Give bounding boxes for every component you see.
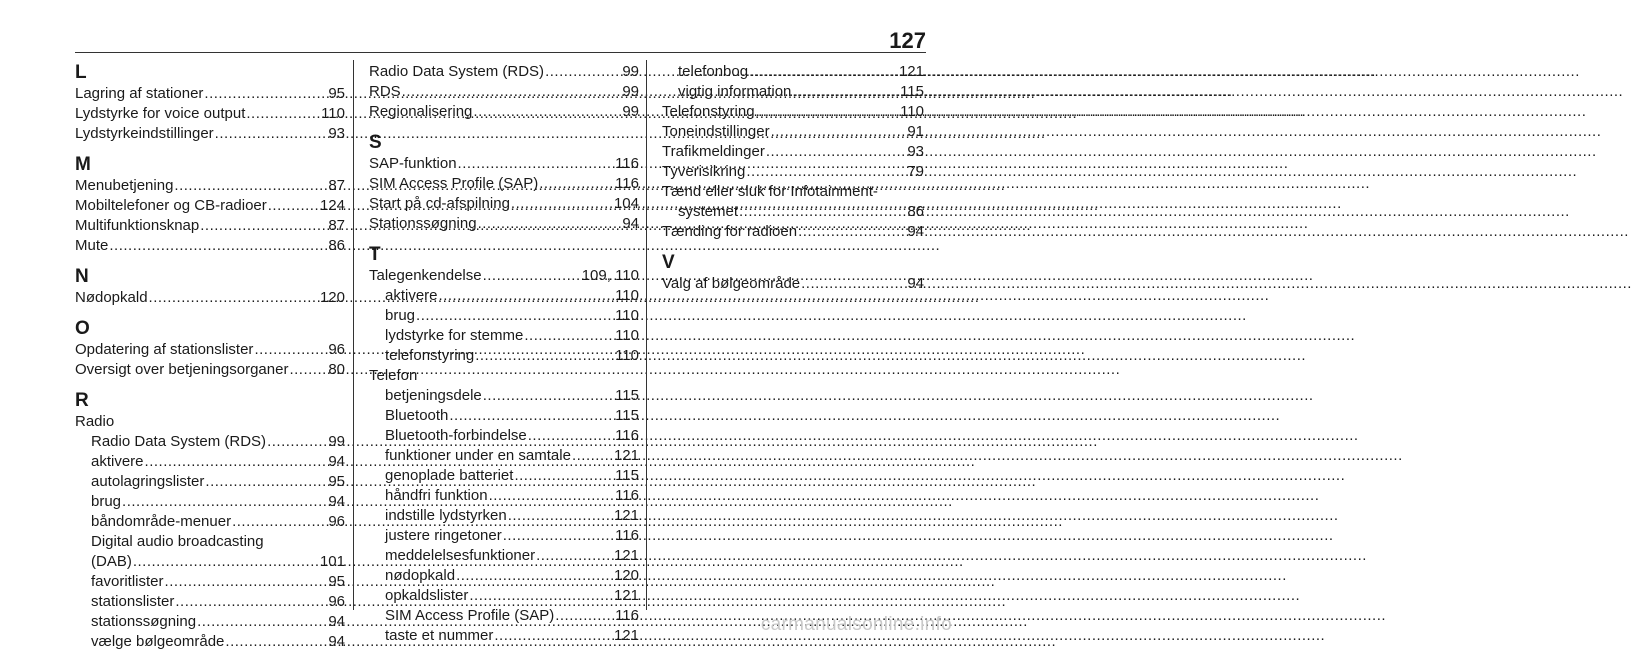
entry-page-ref: 120 [319,289,345,306]
dot-leader [489,486,615,506]
dot-leader [545,62,621,82]
entry-page-ref: 124 [319,197,345,214]
entry-page-ref: 121 [613,507,639,524]
index-subheading: Digital audio broadcasting [91,533,264,550]
dot-leader [572,446,613,466]
entry-label: stationslister [91,593,175,610]
dot-leader [739,202,906,222]
entry-label: nødopkald [385,567,456,584]
section-letter: T [369,244,381,265]
dot-leader [555,606,614,626]
dot-leader [514,466,614,486]
header-rule [75,52,926,53]
dot-leader [289,360,327,380]
dot-leader [511,194,613,214]
dot-leader [267,432,327,452]
entry-page-ref: 116 [615,155,639,172]
entry-page-ref: 120 [613,567,639,584]
entry-label: Lydstyrkeindstillinger [75,125,214,142]
index-subentry [75,492,345,512]
entry-label: Bluetooth [385,407,449,424]
index-subentry [75,632,345,652]
entry-page-ref: 109, 110 [581,267,639,284]
entry-page-ref: 110 [900,103,924,120]
entry-page-ref: 93 [328,125,345,142]
entry-label: Oversigt over betjeningsorganer [75,361,289,378]
entry-label: telefonbog [678,63,749,80]
entry-page-ref: 91 [907,123,924,140]
entry-label: funktioner under en samtale [385,447,571,464]
index-subentry [75,592,345,612]
section-letter: O [75,318,90,339]
dot-leader [473,102,621,122]
dot-leader [232,512,327,532]
dot-leader [456,566,613,586]
index-entry [369,214,639,234]
index-subentry [369,606,639,626]
entry-page-ref: 110 [615,307,639,324]
dot-leader [149,288,319,308]
dot-leader [508,506,613,526]
column-divider-2 [646,60,647,610]
index-heading: Tænd eller sluk for Infotainment- [662,183,878,200]
index-subentry [369,426,639,446]
index-entry [662,102,924,122]
index-subentry [369,466,639,486]
entry-page-ref: 121 [613,447,639,464]
entry-label: Multifunktionsknap [75,217,200,234]
entry-label: systemet [678,203,739,220]
entry-page-ref: 104 [613,195,639,212]
index-entry [662,142,924,162]
entry-page-ref: 94 [328,453,345,470]
entry-label: Lagring af stationer [75,85,204,102]
section-letter: L [75,62,87,83]
entry-label: Regionalisering [369,103,473,120]
entry-page-ref: 79 [907,163,924,180]
entry-label: Mobiltelefoner og CB-radioer [75,197,267,214]
index-entry [369,174,639,194]
dot-leader [503,526,614,546]
dot-leader [204,84,327,104]
entry-label: lydstyrke for stemme [385,327,524,344]
entry-label: vælge bølgeområde [91,633,225,650]
index-subentry [369,286,639,306]
index-entry [75,216,345,236]
dot-leader [483,266,581,286]
dot-leader [165,572,328,592]
index-heading: Telefon [369,367,418,384]
entry-page-ref: 93 [907,143,924,160]
entry-label: aktivere [91,453,144,470]
entry-label: båndområde-menuer [91,513,232,530]
entry-page-ref: 116 [615,527,639,544]
entry-label: (DAB) [91,553,132,570]
entry-label: telefonstyring [385,347,475,364]
index-subentry [369,566,639,586]
dot-leader [416,306,614,326]
entry-page-ref: 95 [328,573,345,590]
entry-page-ref: 94 [328,633,345,650]
index-entry [662,222,924,242]
entry-page-ref: 116 [615,487,639,504]
dot-leader [439,286,615,306]
index-subentry [75,572,345,592]
section-letter: N [75,266,89,287]
dot-leader [246,104,320,124]
index-subentry [75,432,345,452]
entry-label: taste et nummer [385,627,494,644]
entry-page-ref: 121 [613,627,639,644]
entry-label: RDS [369,83,401,100]
entry-label: håndfri funktion [385,487,488,504]
entry-label: Opdatering af stationslister [75,341,254,358]
entry-page-ref: 96 [328,513,345,530]
entry-label: SAP-funktion [369,155,457,172]
index-subentry [75,472,345,492]
entry-label: favoritlister [91,573,164,590]
section-letter: R [75,390,89,411]
entry-label: Menubetjening [75,177,174,194]
index-subentry [369,326,639,346]
entry-label: SIM Access Profile (SAP) [369,175,539,192]
entry-page-ref: 86 [328,237,345,254]
index-entry [75,236,345,256]
dot-leader [771,122,907,142]
entry-label: vigtig information [678,83,792,100]
dot-leader [792,82,899,102]
dot-leader [494,626,613,646]
entry-label: Telefonstyring [662,103,755,120]
index-subentry [369,346,639,366]
entry-page-ref: 94 [907,275,924,292]
index-entry [662,122,924,142]
entry-page-ref: 115 [615,387,639,404]
dot-leader [402,82,622,102]
index-entry [369,102,639,122]
entry-page-ref: 87 [328,177,345,194]
dot-leader [200,216,327,236]
entry-label: autolagringslister [91,473,205,490]
entry-label: justere ringetoner [385,527,502,544]
entry-page-ref: 99 [622,83,639,100]
page-number: 127 [889,28,926,53]
entry-page-ref: 115 [615,407,639,424]
index-heading: Radio [75,413,115,430]
index-entry [662,162,924,182]
index-subentry [369,586,639,606]
entry-label: Lydstyrke for voice output [75,105,246,122]
section-letter: V [662,252,675,273]
entry-page-ref: 110 [615,327,639,344]
entry-page-ref: 94 [328,613,345,630]
entry-label: opkaldslister [385,587,469,604]
dot-leader [122,492,327,512]
dot-leader [536,546,613,566]
entry-page-ref: 121 [613,587,639,604]
index-subentry [369,306,639,326]
index-subentry [369,546,639,566]
index-subentry [662,62,924,82]
entry-page-ref: 99 [622,63,639,80]
index-entry [75,104,345,124]
index-subentry [75,452,345,472]
index-entry [369,82,639,102]
entry-label: Mute [75,237,109,254]
section-letter: M [75,154,91,175]
index-subentry [662,202,924,222]
watermark: carmanualsonline.info [760,614,952,635]
dot-leader [798,222,906,242]
dot-leader [254,340,327,360]
entry-label: Toneindstillinger [662,123,770,140]
entry-page-ref: 95 [328,473,345,490]
column-divider-1 [353,60,354,610]
dot-leader [215,124,328,144]
entry-label: Talegenkendelse [369,267,482,284]
entry-label: brug [385,307,416,324]
dot-leader [749,62,898,82]
entry-label: genoplade batteriet [385,467,514,484]
index-entry [75,176,345,196]
entry-page-ref: 116 [615,175,639,192]
entry-label: Nødopkald [75,289,148,306]
entry-label: aktivere [385,287,438,304]
dot-leader [109,236,327,256]
entry-page-ref: 95 [328,85,345,102]
entry-label: stationssøgning [91,613,197,630]
dot-leader [801,274,906,294]
dot-leader [469,586,613,606]
entry-label: Tyverisikring [662,163,746,180]
dot-leader [458,154,615,174]
dot-leader [145,452,328,472]
index-column-1 [75,62,345,652]
entry-page-ref: 101 [319,553,345,570]
dot-leader [449,406,614,426]
index-subentry [369,386,639,406]
entry-page-ref: 116 [615,607,639,624]
dot-leader [225,632,327,652]
dot-leader [475,346,614,366]
index-entry [75,360,345,380]
index-entry [662,274,924,294]
index-entry [369,194,639,214]
index-subentry [369,446,639,466]
entry-label: Stationssøgning [369,215,477,232]
entry-page-ref: 96 [328,593,345,610]
index-entry [75,196,345,216]
entry-page-ref: 80 [328,361,345,378]
index-column-3 [662,62,924,294]
entry-label: brug [91,493,122,510]
entry-label: Bluetooth-forbindelse [385,427,527,444]
entry-page-ref: 99 [328,433,345,450]
entry-page-ref: 115 [900,83,924,100]
entry-label: meddelelsesfunktioner [385,547,536,564]
index-entry [75,340,345,360]
index-column-2 [369,62,639,646]
dot-leader [197,612,327,632]
entry-page-ref: 116 [615,427,639,444]
index-subentry [75,512,345,532]
entry-label: Radio Data System (RDS) [369,63,545,80]
entry-page-ref: 121 [613,547,639,564]
dot-leader [524,326,614,346]
entry-page-ref: 110 [615,347,639,364]
entry-page-ref: 121 [898,63,924,80]
section-letter: S [369,132,382,153]
dot-leader [483,386,614,406]
index-subentry [662,82,924,102]
entry-label: Valg af bølgeområde [662,275,801,292]
entry-label: Radio Data System (RDS) [91,433,267,450]
dot-leader [175,592,327,612]
entry-page-ref: 96 [328,341,345,358]
entry-page-ref: 86 [907,203,924,220]
dot-leader [133,552,319,572]
entry-label: Trafikmeldinger [662,143,765,160]
index-entry [369,266,639,286]
index-entry [75,124,345,144]
index-subentry [369,526,639,546]
index-subentry [369,626,639,646]
index-subentry [369,506,639,526]
entry-page-ref: 110 [615,287,639,304]
dot-leader [174,176,327,196]
entry-label: Tænding for radioen [662,223,798,240]
dot-leader [478,214,622,234]
dot-leader [205,472,327,492]
entry-label: indstille lydstyrken [385,507,507,524]
entry-label: betjeningsdele [385,387,482,404]
index-subentry [369,486,639,506]
entry-page-ref: 94 [907,223,924,240]
index-entry [369,62,639,82]
dot-leader [268,196,319,216]
entry-page-ref: 94 [328,493,345,510]
entry-page-ref: 87 [328,217,345,234]
entry-page-ref: 115 [615,467,639,484]
dot-leader [746,162,906,182]
entry-page-ref: 94 [622,215,639,232]
dot-leader [539,174,614,194]
index-subentry [369,406,639,426]
dot-leader [528,426,614,446]
index-subentry [75,612,345,632]
index-subentry [75,552,345,572]
dot-leader [756,102,900,122]
dot-leader [766,142,907,162]
entry-label: Start på cd-afspilning [369,195,510,212]
entry-page-ref: 99 [622,103,639,120]
index-entry [75,288,345,308]
index-entry [369,154,639,174]
entry-label: SIM Access Profile (SAP) [385,607,555,624]
entry-page-ref: 110 [321,105,345,122]
index-entry [75,84,345,104]
